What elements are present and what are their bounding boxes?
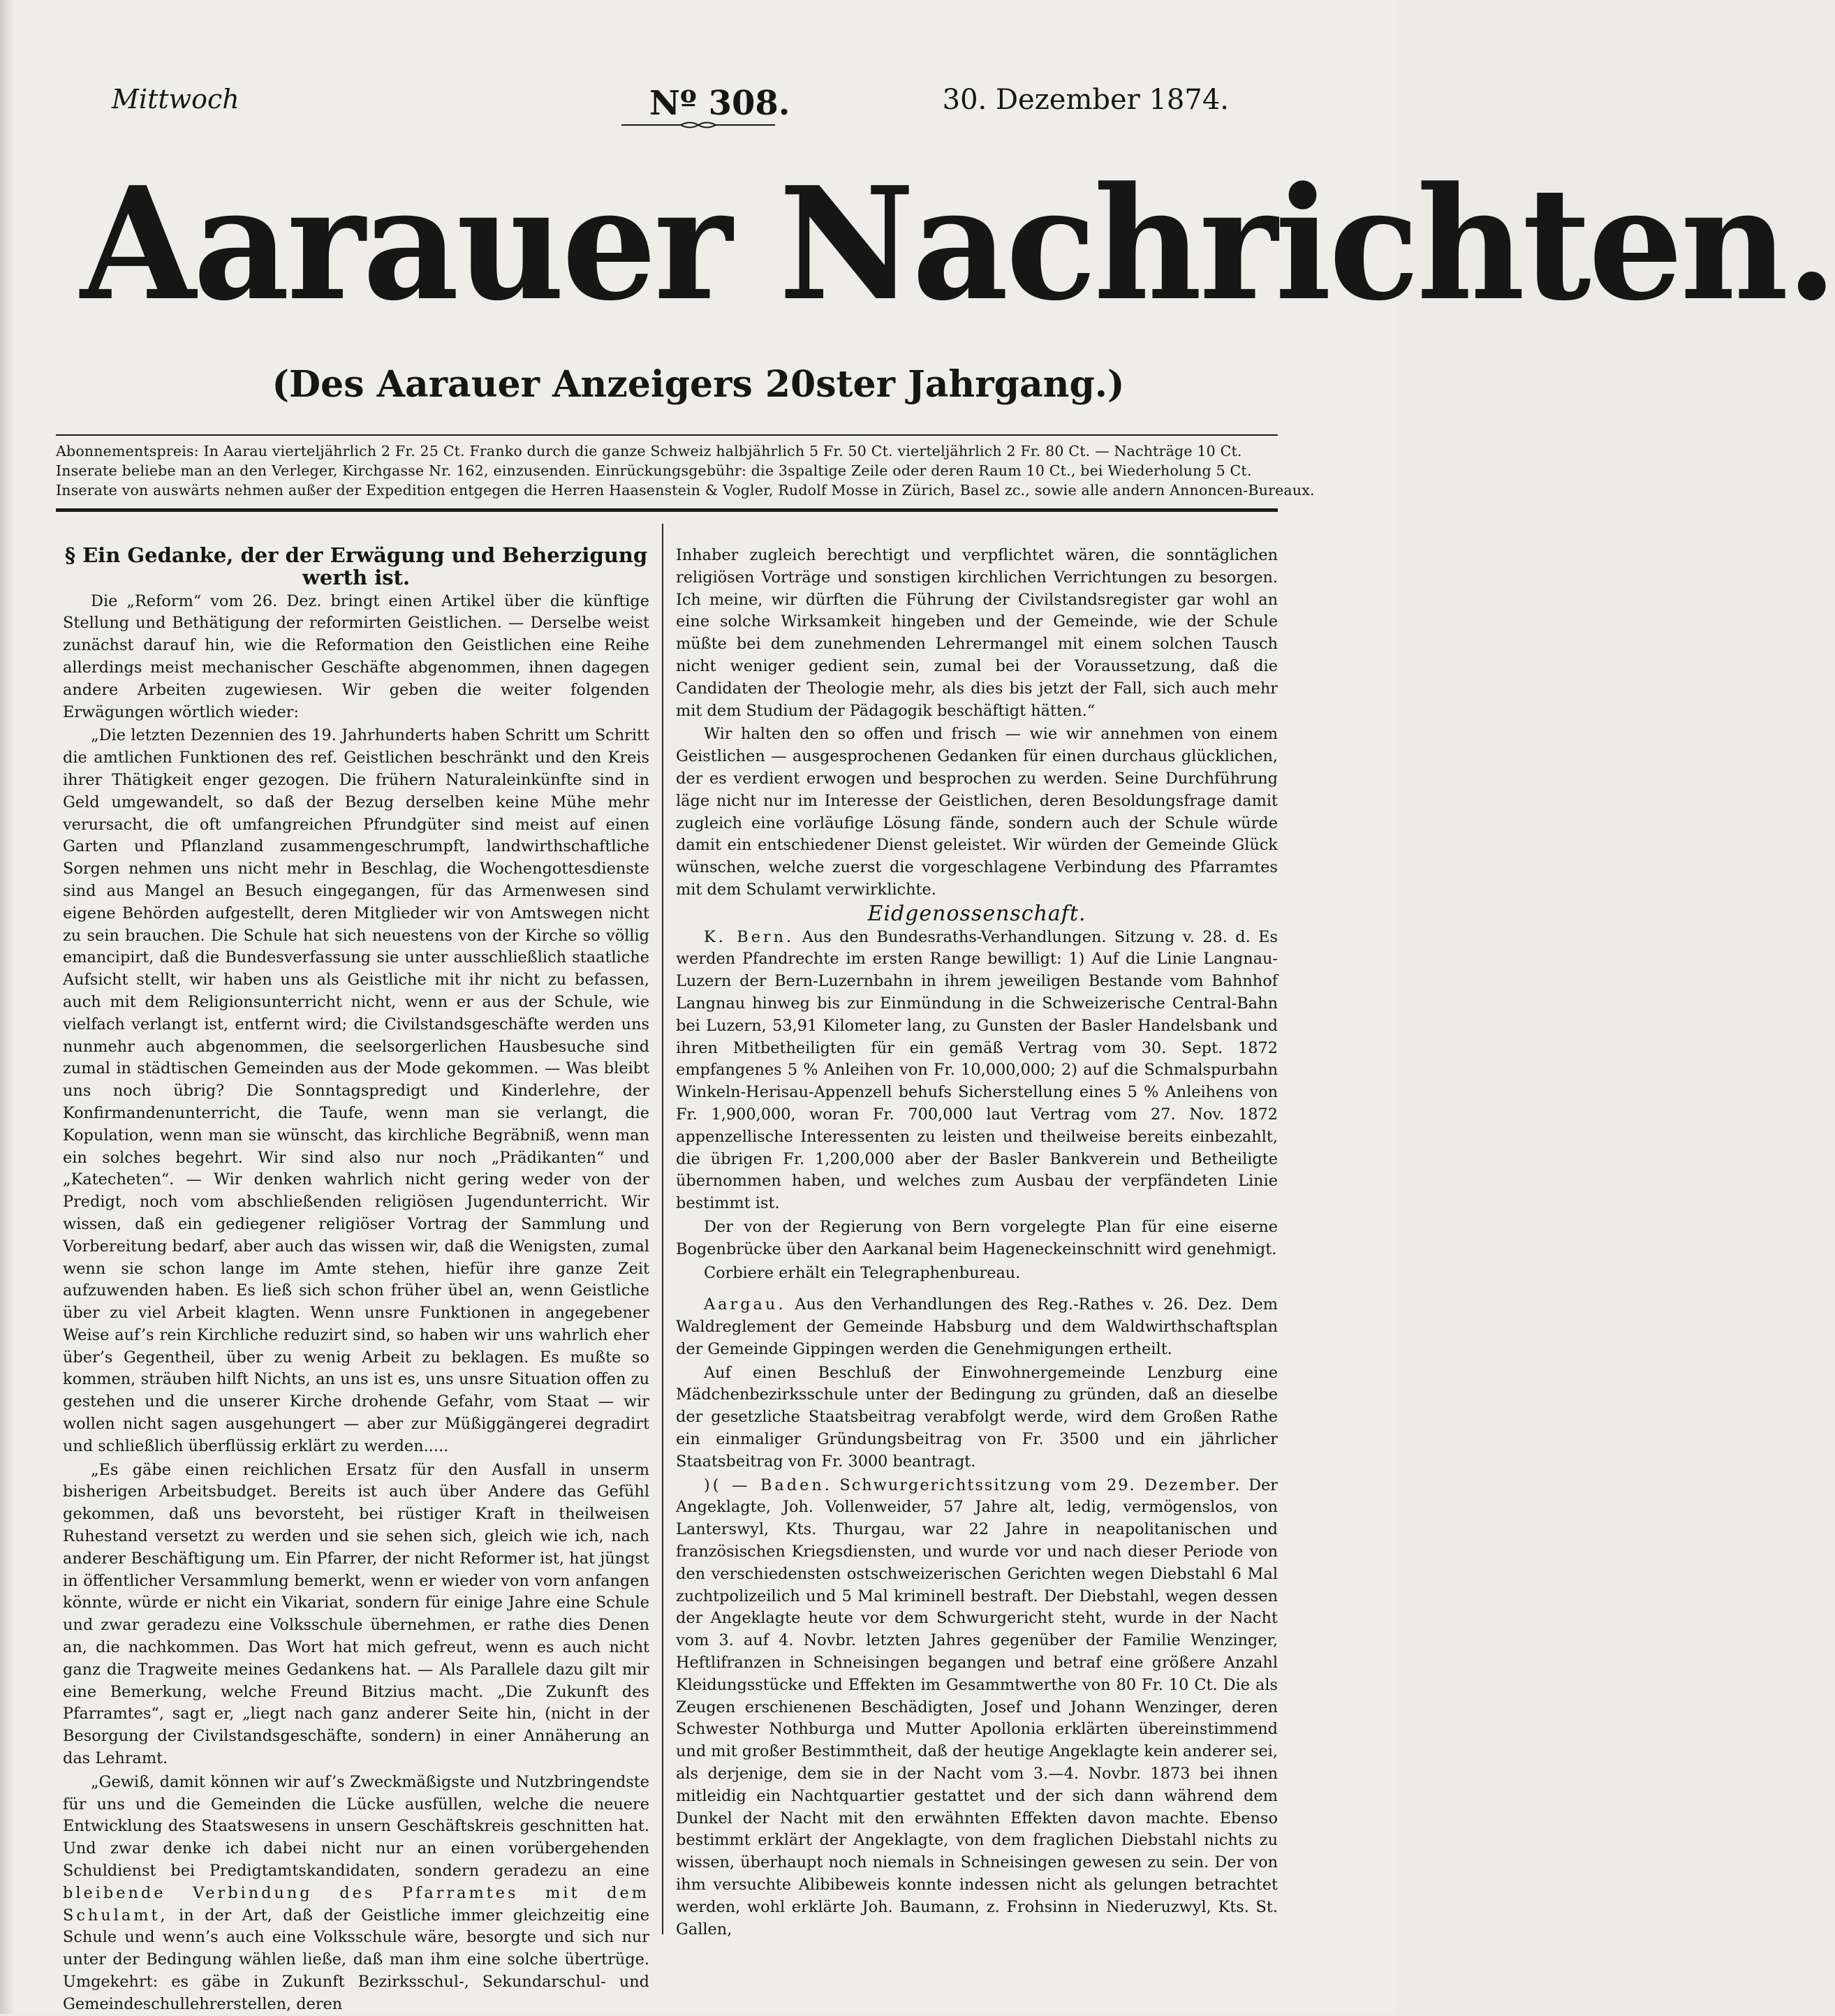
terms-line: Inserate beliebe man an den Verleger, Kirchgasse Nr. 162, einzusenden. Einrückungsgebühr: die 3spaltige Zeile oder deren Raum 10 Ct., bei Wiederholung 5 Ct. [56, 462, 1252, 479]
news-item-aargau [676, 1294, 1278, 1360]
paragraph: „Es gäbe einen reichlichen Ersatz für den Ausfall in unserm bisherigen Arbeitsbudget. Bereits ist auch über Andere das Gefühl gekommen, daß uns bevorsteht, bei rüstiger Kraft in theilweisen Ruhestand versetzt zu werden und sie sehen sich, gleich wie ich, nach anderer Beschäftigung um. Ein Pfarrer, der nicht Reformer ist, hat jüngst in öffentlicher Versammlung bemerkt, wenn er wieder von vorn anfangen könnte, würde er nicht ein Vikariat, sondern für einige Jahre eine Schule und zwar geradezu eine Volksschule übernehmen, er rathe dies Denen an, die nachkommen. Das Wort hat mich gefreut, wenn es auch nicht ganz die Tragweite meines Gedankens hat. — Als Parallele dazu gilt mir eine Bemerkung, welche Freund Bitzius macht. „Die Zukunft des Pfarramtes“, sagt er, „liegt nach ganz anderer Seite hin, (nicht in der Besorgung der Civilstandsgeschäfte, sondern) in einer Annäherung an das Lehramt. [63, 1460, 649, 1768]
left-column [63, 543, 649, 2013]
paragraph-text: in der Art, daß der Geistliche immer gleichzeitig eine Schule und wenn’s auch eine Volksschule wäre, besorgte und sich nur unter der Bedingung wählen ließe, daß man ihm eine solche übertrüge. Umgekehrt: es gäbe in Zukunft Bezirksschul-, Sekundarschul- und Gemeindeschullehrerstellen, deren [63, 1906, 649, 2013]
ornament-divider [621, 120, 775, 130]
paragraph: Inhaber zugleich berechtigt und verpflichtet wären, die sonntäglichen religiösen Vorträge und sonstigen kirchlichen Verrichtungen zu besorgen. Ich meine, wir dürften die Führung der Civilstandsregister gar wohl an eine solche Wirksamkeit hingeben und der Gemeinde, wie der Schule müßte bei dem zunehmenden Lehrermangel mit einem solchen Tausch nicht weniger gedient sein, zumal bei der Voraussetzung, daß die Candidaten der Theologie mehr, als dies bis jetzt der Fall, sich auch mehr mit dem Studium der Pädagogik beschäftigt hätten.“ [676, 546, 1278, 720]
section-heading: Eidgenossenschaft. [867, 901, 1086, 926]
paragraph-text: „Gewiß, damit können wir auf’s Zweckmäßigste und Nutzbringendste für uns und die Gemeinden die Lücke ausfüllen, welche die neuere Entwicklung des Staatswesens in unsern Geschäftskreis geschnitten hat. Und zwar denke ich dabei nicht nur an einen vorübergehenden Schuldienst bei Predigtamtskandidaten, sondern geradezu an eine [63, 1772, 649, 1881]
dateline: )( — Baden. [704, 1476, 832, 1494]
issue-date: 30. Dezember 1874. [942, 84, 1229, 116]
paragraph: Die „Reform“ vom 26. Dez. bringt einen Artikel über die künftige Stellung und Bethätigung der reformirten Geistlichen. — Derselbe weist zunächst darauf hin, wie die Reformation den Geistlichen eine Reihe allerdings meist mechanischer Geschäfte abgenommen, ihnen dagegen andere Arbeiten zugewiesen. Wir geben die weiter folgenden Erwägungen wörtlich wieder: [63, 591, 649, 721]
dateline: Aargau. [704, 1295, 786, 1314]
paragraph [63, 1772, 649, 2016]
right-column [676, 545, 1278, 1938]
rule-bottom [56, 508, 1278, 512]
page-edge-shadow [0, 0, 14, 2014]
paragraph: „Die letzten Dezennien des 19. Jahrhunderts haben Schritt um Schritt die amtlichen Funktionen des ref. Geistlichen beschränkt und den Kreis ihrer Thätigkeit enger gezogen. Die frühern Naturaleinkünfte sind in Geld umgewandelt, so daß der Bezug derselben keine Mühe mehr verursacht, die oft umfangreichen Pfrundgüter sind meist auf einen Garten und Pflanzland zusammengeschrumpft, landwirthschaftliche Sorgen nehmen uns nicht mehr in Beschlag, die Wochengottesdienste sind aus Mangel an Besuch eingegangen, für das Armenwesen sind eigene Behörden aufgestellt, deren Mitglieder wir von Amtswegen nicht zu sein brauchen. Die Schule hat sich neuestens von der Kirche so völlig emancipirt, daß die Bundesverfassung sie unter ausschließlich staatliche Aufsicht stellt, wir haben uns als Geistliche mit ihr nicht zu befassen, auch mit dem Religionsunterricht nicht, wenn er aus der Schule, wie vielfach verlangt ist, entfernt wird; die Civilstandsgeschäfte werden uns nunmehr auch abgenommen, die seelsorgerlichen Hausbesuche sind zumal in städtischen Gemeinden aus der Mode gekommen. — Was bleibt uns noch übrig? Die Sonntagspredigt und Kinderlehre, der Konfirmandenunterricht, die Taufe, wenn man sie verlangt, die Kopulation, wenn man sie wünscht, das kirchliche Begräbniß, wenn man ein solches begehrt. Wir sind also nur noch „Prädikanten“ und „Katecheten“. — Wir denken wahrlich nicht gering weder von der Predigt, noch vom abschließenden religiösen Jugendunterricht. Wir wissen, daß ein gediegener religiöser Vortrag der Sammlung und Vorbereitung bedarf, aber auch das wissen wir, daß die Wenigsten, zumal wenn sie schon lange im Amte stehen, hiefür ihre ganze Zeit aufzuwenden haben. Es ließ sich schon früher übel an, wenn Geistliche über zu viel Arbeit klagten. Wenn unsre Funktionen in angegebener Weise auf’s rein Kirchliche reduzirt sind, so haben wir uns wahrlich eher über’s Gegentheil, über zu wenig Arbeit zu beklagen. Es mußte so kommen, sträuben hilft Nichts, an uns ist es, uns unsre Situation offen zu gestehen und die unserer Kirche drohende Gefahr, vom Staat — wir wollen nicht sagen ausgehungert — aber zur Müßiggängerei degradirt und schließlich überflüssig erklärt zu werden..... [63, 726, 649, 1455]
paragraph: Wir halten den so offen und frisch — wie wir annehmen von einem Geistlichen — ausgesprochenen Gedanken für einen durchaus glücklichen, der es verdient erwogen und besprochen zu werden. Seine Durchführung läge nicht nur im Interesse der Geistlichen, deren Besoldungsfrage damit zugleich eine vorläufige Lösung fände, sondern auch der Schule würde damit ein entschiedener Dienst geleistet. Wir würden der Gemeinde Glück wünschen, welche zuerst die vorgeschlagene Verbindung des Pfarramtes mit dem Schulamt verwirklichte. [676, 725, 1278, 899]
newspaper-title: Aarauer Nachrichten. [80, 154, 1835, 335]
dateline: K. Bern. [704, 927, 795, 946]
issue-header [112, 84, 1229, 126]
paragraph-text: Der Angeklagte, Joh. Vollenweider, 57 Jahre alt, ledig, vermögenslos, von Lanterswyl, Kts. Thurgau, war 22 Jahre in neapolitanischen und französischen Kriegsdiensten, und wurde vor und nach dieser Periode von den verschiedensten ostschweizerischen Gerichten wegen Diebstahl 6 Mal zuchtpolizeilich und 5 Mal kriminell bestraft. Der Diebstahl, wegen dessen der Angeklagte heute vor dem Schwurgericht steht, wurde in der Nacht vom 3. auf 4. Novbr. letzten Jahres gegenüber der Familie Wenzinger, Heftlifranzen in Schneisingen begangen und betraf eine größere Anzahl Kleidungsstücke und Effekten im Gesammtwerthe von 80 Fr. 10 Ct. Die als Zeugen erschienenen Beschädigten, Josef und Johann Wenzinger, deren Schwester Nothburga und Mutter Apollonia erklärten übereinstimmend und mit großer Bestimmtheit, daß der heutige Angeklagte kein anderer sei, als derjenige, dem sie in der Nacht vom 3.—4. Novbr. 1873 bei ihnen mitleidig ein Nachtquartier gestattet und der sich dann während dem Dunkel der Nacht mit den erwähnten Effekten davon machte. Ebenso bestimmt erklärt der Angeklagte, von dem fraglichen Diebstahl nichts zu wissen, überhaupt noch niemals in Schneisingen gewesen zu sein. Der von ihm versuchte Alibibeweis konnte indessen nicht als gelungen betrachtet werden, wohl erklärte Joh. Baumann, z. Frohsinn in Niederuzwyl, Kts. St. Gallen, [676, 1476, 1278, 1938]
news-lead: Schwurgerichtssitzung vom 29. Dezember. [839, 1476, 1241, 1494]
news-item-baden [676, 1475, 1278, 1941]
issue-number: Nº 308. [649, 84, 790, 123]
paragraph-text: Aus den Bundesraths-Verhandlungen. Sitzung v. 28. d. Es werden Pfandrechte im ersten Range bewilligt: 1) Auf die Linie Langnau-Luzern der Bern-Luzernbahn in ihrem jeweiligen Bestande vom Bahnhof Langnau hinweg bis zur Einmündung in die Schweizerische Central-Bahn bei Luzern, 53,91 Kilometer lang, zu Gunsten der Basler Handelsbank und ihren Mitbetheiligten für ein gemäß Vertrag vom 30. Sept. 1872 empfangenes 5 % Anleihen von Fr. 10,000,000; 2) auf die Schmalspurbahn Winkeln-Herisau-Appenzell behufs Sicherstellung eines 5 % Anleihens von Fr. 1,900,000, woran Fr. 700,000 laut Vertrag vom 27. Nov. 1872 appenzellische Interessenten zu leisten und theilweise bereits einbezahlt, die übrigen Fr. 1,200,000 aber der Basler Bankverein und Betheiligte übernommen haben, und welches zum Ausbau der verpfändeten Linie bestimmt ist. [676, 927, 1278, 1213]
paragraph: Der von der Regierung von Bern vorgelegte Plan für eine eiserne Bogenbrücke über den Aarkanal beim Hageneckeinschnitt wird genehmigt. [676, 1217, 1278, 1258]
column-divider [662, 524, 663, 1934]
issue-day: Mittwoch [112, 84, 239, 115]
newspaper-subtitle: (Des Aarauer Anzeigers 20ster Jahrgang.) [272, 363, 1125, 406]
terms-line: Inserate von auswärts nehmen außer der Expedition entgegen die Herren Haasenstein & Vogler, Rudolf Mosse in Zürich, Basel zc., sowie alle andern Annoncen-Bureaux. [56, 482, 1315, 499]
emphasis-text: bleibende Verbindung des Pfarramtes mit dem Schulamt, [63, 1883, 649, 1925]
rule-top [56, 434, 1278, 436]
article-title: § Ein Gedanke, der der Erwägung und Beherzigung werth ist. [64, 543, 648, 589]
paragraph: Corbiere erhält ein Telegraphenbureau. [704, 1263, 1021, 1282]
terms-line: Abonnementspreis: In Aarau vierteljährlich 2 Fr. 25 Ct. Franko durch die ganze Schweiz halbjährlich 5 Fr. 50 Ct. vierteljährlich 2 Fr. 80 Ct. — Nachträge 10 Ct. [56, 443, 1242, 459]
paragraph-text: Aus den Verhandlungen des Reg.-Rathes v. 26. Dez. Dem Waldreglement der Gemeinde Habsburg und dem Waldwirthschaftsplan der Gemeinde Gippingen werden die Genehmigungen ertheilt. [676, 1295, 1278, 1358]
paragraph: Auf einen Beschluß der Einwohnergemeinde Lenzburg eine Mädchenbezirksschule unter der Bedingung zu gründen, daß an dieselbe der gesetzliche Staatsbeitrag verabfolgt werde, wird dem Großen Rathe ein einmaliger Gründungsbeitrag von Fr. 3500 und ein jährlicher Staatsbeitrag von Fr. 3000 beantragt. [676, 1363, 1278, 1471]
subscription-terms [56, 441, 1315, 500]
news-item-bern [676, 927, 1278, 1215]
